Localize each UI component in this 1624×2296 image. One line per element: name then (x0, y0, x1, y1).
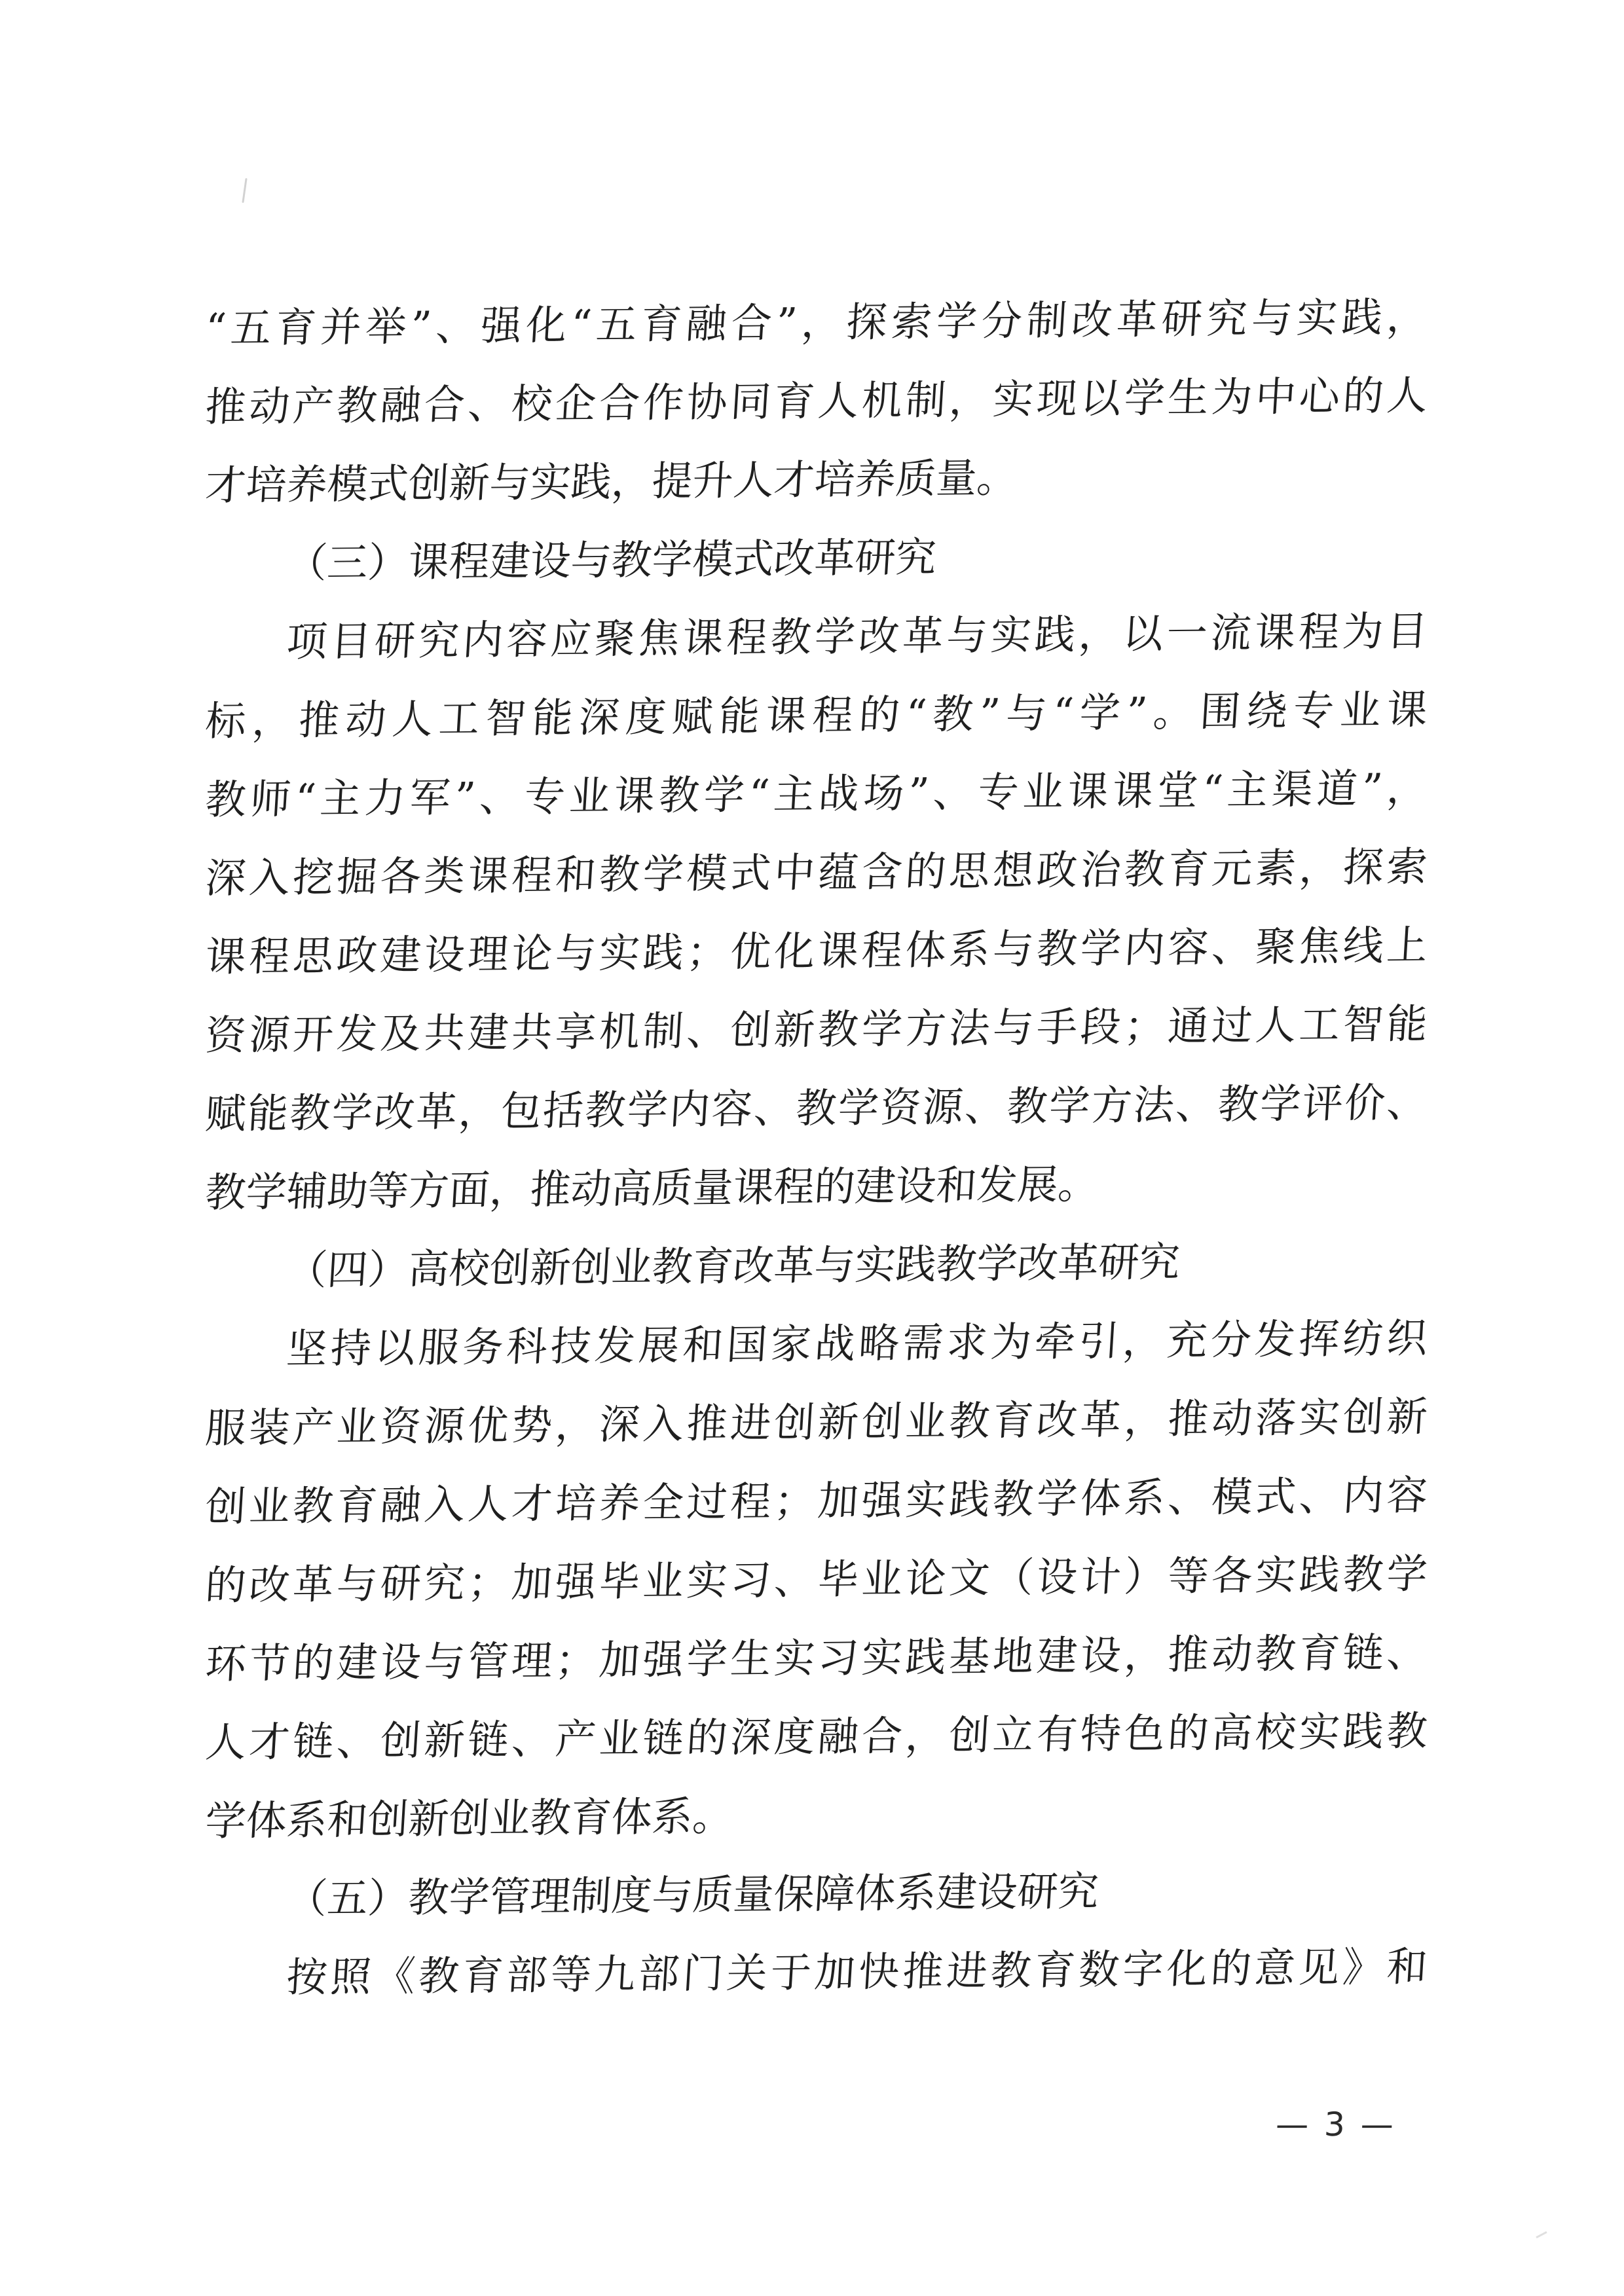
text-line: 按照《教育部等九部门关于加快推进教育数字化的意见》和 (285, 1942, 1429, 2001)
text-line: 创业教育融入人才培养全过程；加强实践教学体系、模式、内容 (204, 1471, 1429, 1531)
text-line: 赋能教学改革，包括教学内容、教学资源、教学方法、教学评价、 (204, 1078, 1429, 1138)
text-line: 才培养模式创新与实践，提升人才培养质量。 (204, 454, 1019, 509)
text-line: 课程思政建设理论与实践；优化课程体系与教学内容、聚焦线上 (204, 921, 1429, 981)
page-number: — 3 — (1275, 2105, 1397, 2143)
text-line: 标，推动人工智能深度赋能课程的“教”与“学”。围绕专业课 (204, 685, 1429, 745)
text-line: 资源开发及共建共享机制、创新教学方法与手段；通过人工智能 (204, 1000, 1429, 1059)
text-line: 的改革与研究；加强毕业实习、毕业论文（设计）等各实践教学 (204, 1550, 1429, 1609)
text-line: 环节的建设与管理；加强学生实习实践基地建设，推动教育链、 (204, 1628, 1429, 1688)
text-line: （四）高校创新创业教育改革与实践教学改革研究 (285, 1237, 1181, 1294)
text-line: 服装产业资源优势，深入推进创新创业教育改革，推动落实创新 (204, 1393, 1429, 1452)
text-line: 人才链、创新链、产业链的深度融合，创立有特色的高校实践教 (204, 1707, 1429, 1766)
text-line: 深入挖掘各类课程和教学模式中蕴含的思想政治教育元素，探索 (204, 843, 1429, 902)
text-line: “五育并举”、强化“五育融合”，探索学分制改革研究与实践， (204, 293, 1429, 352)
text-line: 学体系和创新创业教育体系。 (204, 1792, 735, 1845)
text-line: （三）课程建设与教学模式改革研究 (285, 533, 938, 587)
scan-artifact (242, 178, 247, 203)
text-line: 教学辅助等方面，推动高质量课程的建设和发展。 (204, 1159, 1100, 1216)
text-line: （五）教学管理制度与质量保障体系建设研究 (285, 1867, 1100, 1923)
text-line: 项目研究内容应聚焦课程教学改革与实践，以一流课程为目 (285, 607, 1429, 666)
text-line: 推动产教融合、校企合作协同育人机制，实现以学生为中心的人 (204, 371, 1429, 431)
body-text (203, 278, 1429, 2018)
text-line: 坚持以服务科技发展和国家战略需求为牵引，充分发挥纺织 (285, 1314, 1429, 1373)
text-line: 教师“主力军”、专业课教学“主战场”、专业课课堂“主渠道”， (204, 764, 1429, 824)
scan-artifact (1536, 2231, 1547, 2238)
